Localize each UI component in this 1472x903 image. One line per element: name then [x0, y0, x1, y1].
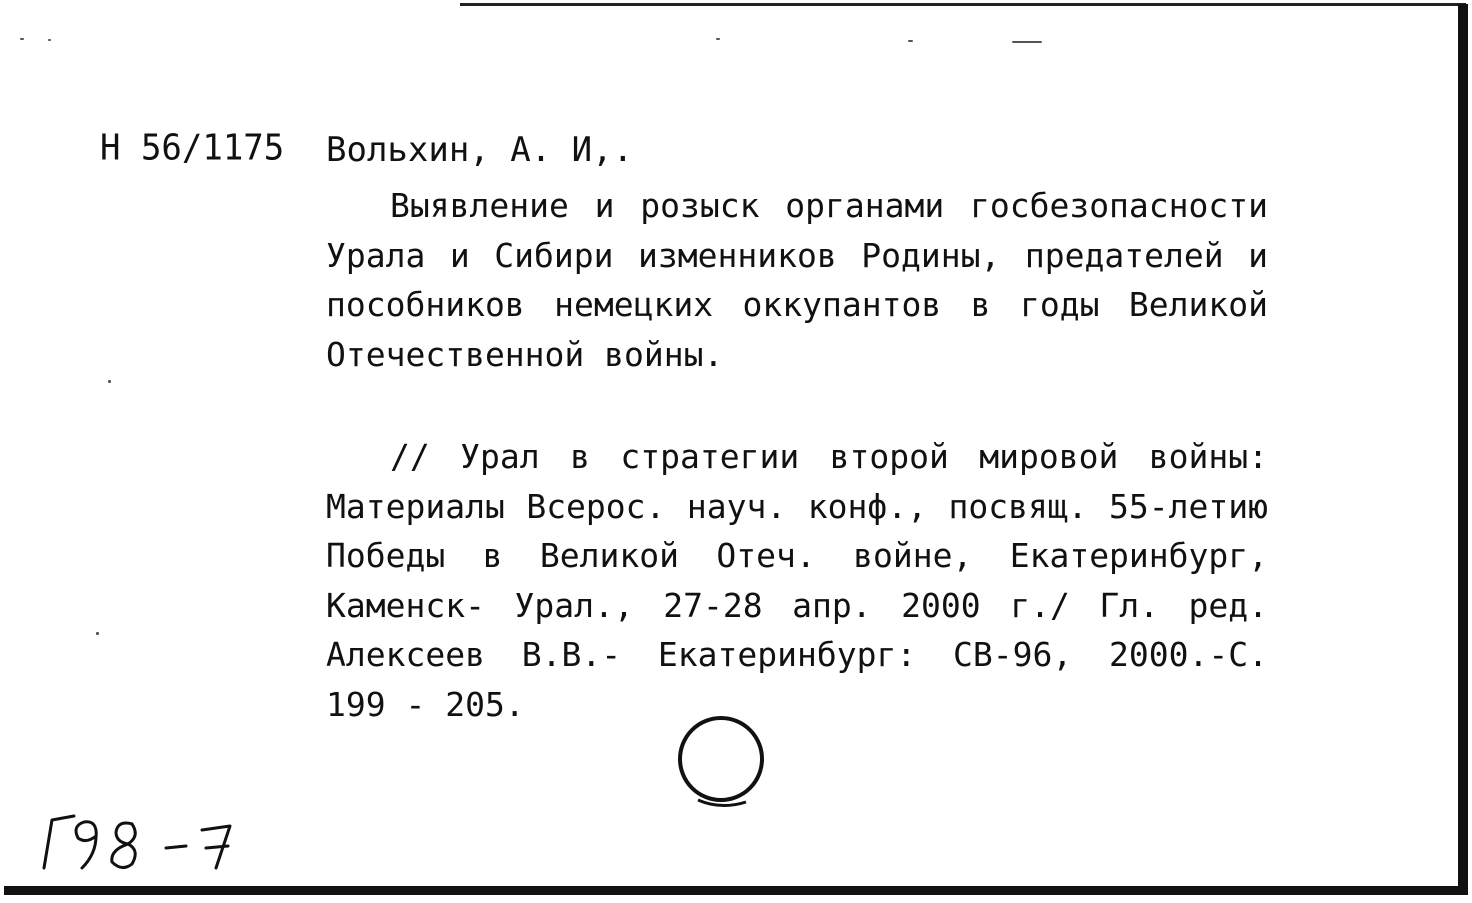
scan-speck [908, 40, 913, 42]
shelfmark: Н 56/1175 [100, 127, 285, 169]
card-border-right [1458, 4, 1468, 894]
author: Вольхин, А. И,. [326, 130, 634, 170]
scan-speck [20, 38, 24, 40]
card-border-top [460, 3, 1466, 6]
scan-speck [108, 380, 111, 383]
scan-speck [96, 632, 99, 635]
circle-stamp-icon [676, 716, 770, 816]
card-border-bottom [4, 886, 1468, 895]
handwritten-note [36, 810, 236, 876]
scan-speck [1012, 41, 1042, 43]
scan-speck [716, 38, 720, 40]
work-title: Выявление и розыск органами госбезопасности Урала и Сибири изменников Родины, предателей и пособников немецких оккупантов в годы Великой Отечественной войны. [326, 186, 1268, 374]
source-citation: // Урал в стратегии второй мировой войны: Материалы Всерос. науч. конф., посвящ. 55-летию Победы в Великой Отеч. войне, Екатеринбург, Каменск- Урал., 27-28 апр. 2000 г./ Гл. ред. Алексеев В.В.- Екатеринбург: СВ-96, 2000.-С. 199 - 205. [326, 437, 1268, 724]
scan-speck [48, 39, 51, 41]
